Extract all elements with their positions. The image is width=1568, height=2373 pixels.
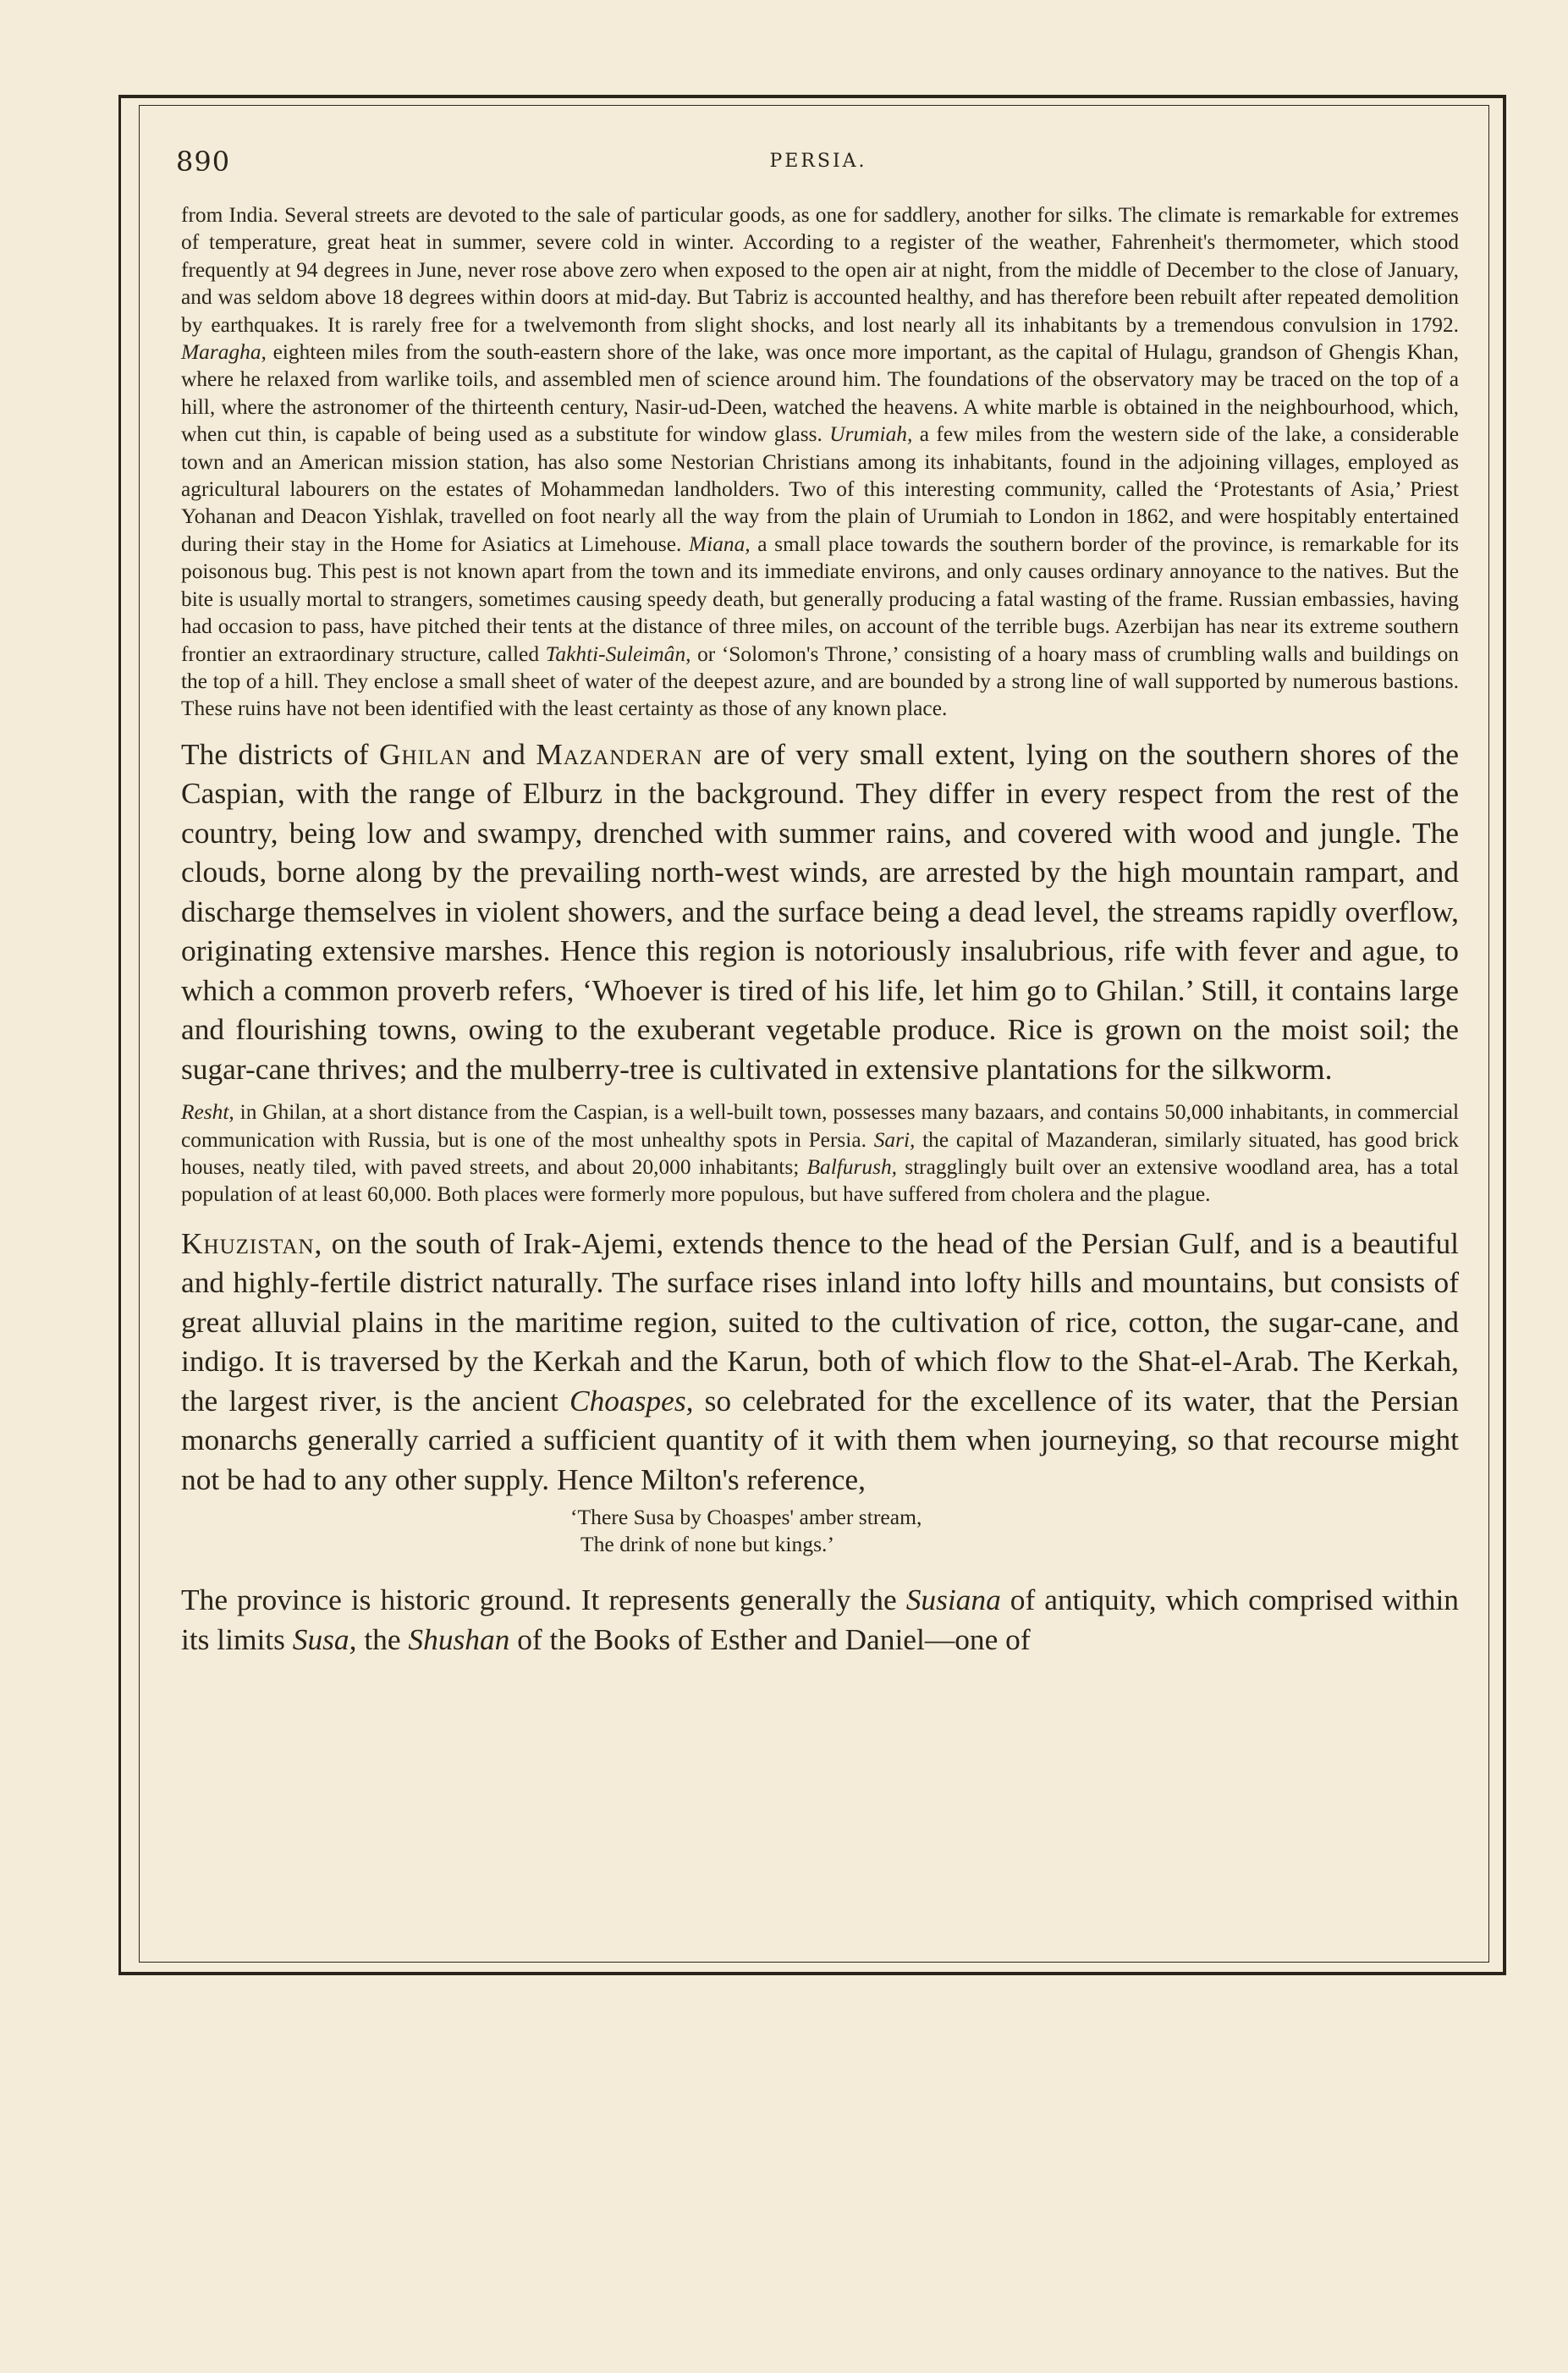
text-run: or ‘Solomon's Throne,’ consisting of a hoary mass of crumbling walls and buildings on the top of a hill. They enclose a small sheet of water of the deepest azure, and are bounded by a strong line of wall supported by numerous bastions. These ruins have not been identified with the least certainty as those of any known place. (181, 641, 1459, 721)
place-name-maragha: Maragha, (181, 340, 267, 365)
river-name-choaspes: Choaspes, (569, 1383, 694, 1418)
place-name-susiana: Susiana (905, 1583, 1001, 1617)
place-name-urumiah: Urumiah, (829, 422, 913, 447)
place-name-resht: Resht, (181, 1100, 234, 1125)
text-run: the (356, 1621, 409, 1656)
paragraph-historic-ground (181, 1580, 1459, 1659)
paragraph-resht-sari (181, 1098, 1459, 1209)
text-run: a few miles from the western side of the lake, a considerable town and an American mission station, has also some Nestorian Christians among its inhabitants, found in the adjoining villages, employed as agricultural labourers on the estates of Mohammedan landholders. Two of this interesting community, called the ‘Protestants of Asia,’ Priest Yohanan and Deacon Yishlak, travelled on foot nearly all the way from the plain of Urumiah to London in 1862, and were hospitably entertained during their stay in the Home for Asiatics at Limehouse. (181, 422, 1459, 556)
text-run: from India. Several streets are devoted to the sale of particular goods, as one for saddlery, another for silks. The climate is remarkable for extremes of temperature, great heat in summer, severe cold in winter. According to a register of the weather, Fahrenheit's thermometer, which stood frequently at 94 degrees in June, never rose above zero when exposed to the open air at night, from the middle of December to the close of January, and was seldom above 18 degrees within doors at mid-day. But Tabriz is accounted healthy, and has therefore been rebuilt after repeated demolition by earthquakes. It is rarely free for a twelvemonth from slight shocks, and lost nearly all its inhabitants by a tremendous convulsion in 1792. (181, 203, 1459, 337)
place-name-shushan: Shushan (408, 1621, 510, 1656)
text-run: of the Books of Esther and Daniel—one of (509, 1621, 1031, 1656)
place-name-susa: Susa, (292, 1621, 357, 1656)
running-title: PERSIA. (769, 151, 867, 172)
quote-line-1: ‘There Susa by Choaspes' amber stream, (570, 1505, 922, 1530)
paragraph-ghilan-mazanderan (181, 735, 1459, 1089)
text-run: stragglingly built over an extensive woodland area, has a total population of at least 60,000. Both places were formerly more populous, but have suffered from cholera and the plague. (181, 1155, 1459, 1207)
text-run: on the south of Irak-Ajemi, extends thence to the head of the Persian Gulf, and is a beautiful and highly-fertile district naturally. The surface rises inland into lofty hills and mountains, but consists of great alluvial plains in the maritime region, suited to the cultivation of rice, cotton, the sugar-cane, and indigo. It is traversed by the Kerkah and the Karun, both of which flow to the Shat-el-Arab. The Kerkah, the largest river, is the ancient (181, 1225, 1459, 1418)
page-number: 890 (176, 146, 231, 178)
page-content (181, 201, 1459, 1659)
text-run: a small place towards the southern border of the province, is remarkable for its poisonous bug. This pest is not known apart from the town and its immediate environs, and only causes ordinary annoyance to the natives. But the bite is usually mortal to strangers, sometimes causing speedy death, but generally producing a fatal wasting of the frame. Russian embassies, having had occasion to pass, have pitched their tents at the distance of three miles, on account of the terrible bugs. Azerbijan has near its extreme southern frontier an extraordinary structure, called (181, 531, 1459, 666)
text-run: the capital of Mazanderan, similarly situated, has good brick houses, neatly tiled, with paved streets, and about 20,000 inhabitants; (181, 1127, 1459, 1180)
text-run: are of very small extent, lying on the southern shores of the Caspian, with the range of Elburz in the background. They differ in every respect from the rest of the country, being low and swampy, drenched with summer rains, and covered with wood and jungle. The clouds, borne along by the prevailing north-west winds, are arrested by the high mountain rampart, and discharge themselves in violent showers, and the surface being a dead level, the streams rapidly overflow, originating extensive marshes. Hence this region is notoriously insalubrious, rife with fever and ague, to which a common proverb refers, ‘Whoever is tired of his life, let him go to Ghilan.’ Still, it contains large and flourishing towns, owing to the exuberant vegetable produce. Rice is grown on the moist soil; the sugar-cane thrives; and the mulberry-tree is cultivated in extensive plantations for the silkworm. (181, 736, 1459, 1086)
text-run: and (471, 736, 536, 771)
text-run: so celebrated for the excellence of its water, that the Persian monarchs generally carried a sufficient quantity of it with them when journeying, so that recourse might not be had to any other supply. Hence Milton's reference, (181, 1383, 1459, 1496)
place-name-miana: Miana, (689, 531, 751, 556)
place-name-balfurush: Balfurush, (806, 1155, 897, 1180)
quote-line-2: The drink of none but kings.’ (580, 1532, 834, 1557)
region-name-mazanderan: Mazanderan (536, 736, 703, 771)
paragraph-khuzistan (181, 1224, 1459, 1500)
text-run: in Ghilan, at a short distance from the Caspian, is a well-built town, possesses many bazaars, and contains 50,000 inhabitants, in commercial communication with Russia, but is one of the most unhealthy spots in Persia. (181, 1100, 1459, 1152)
text-run: The province is historic ground. It represents generally the (181, 1583, 906, 1617)
place-name-sari: Sari, (873, 1127, 916, 1152)
text-run: eighteen miles from the south-eastern shore of the lake, was once more important, as the capital of Hulagu, grandson of Ghengis Khan, where he relaxed from warlike toils, and assembled men of science around him. The foundations of the observatory may be traced on the top of a hill, where the astronomer of the thirteenth century, Nasir-ud-Deen, watched the heavens. A white marble is obtained in the neighbourhood, which, when cut thin, is capable of being used as a substitute for window glass. (181, 340, 1459, 447)
region-name-khuzistan: Khuzistan, (181, 1225, 323, 1260)
running-head (176, 146, 1461, 183)
place-name-takhti-suleiman: Takhti-Suleimân, (545, 641, 691, 666)
region-name-ghilan: Ghilan (378, 736, 472, 771)
text-run: of antiquity, which comprised within its limits (181, 1583, 1459, 1656)
text-run: The districts of (181, 736, 379, 771)
milton-quotation (570, 1504, 1459, 1558)
paragraph-tabriz-towns (181, 201, 1459, 723)
